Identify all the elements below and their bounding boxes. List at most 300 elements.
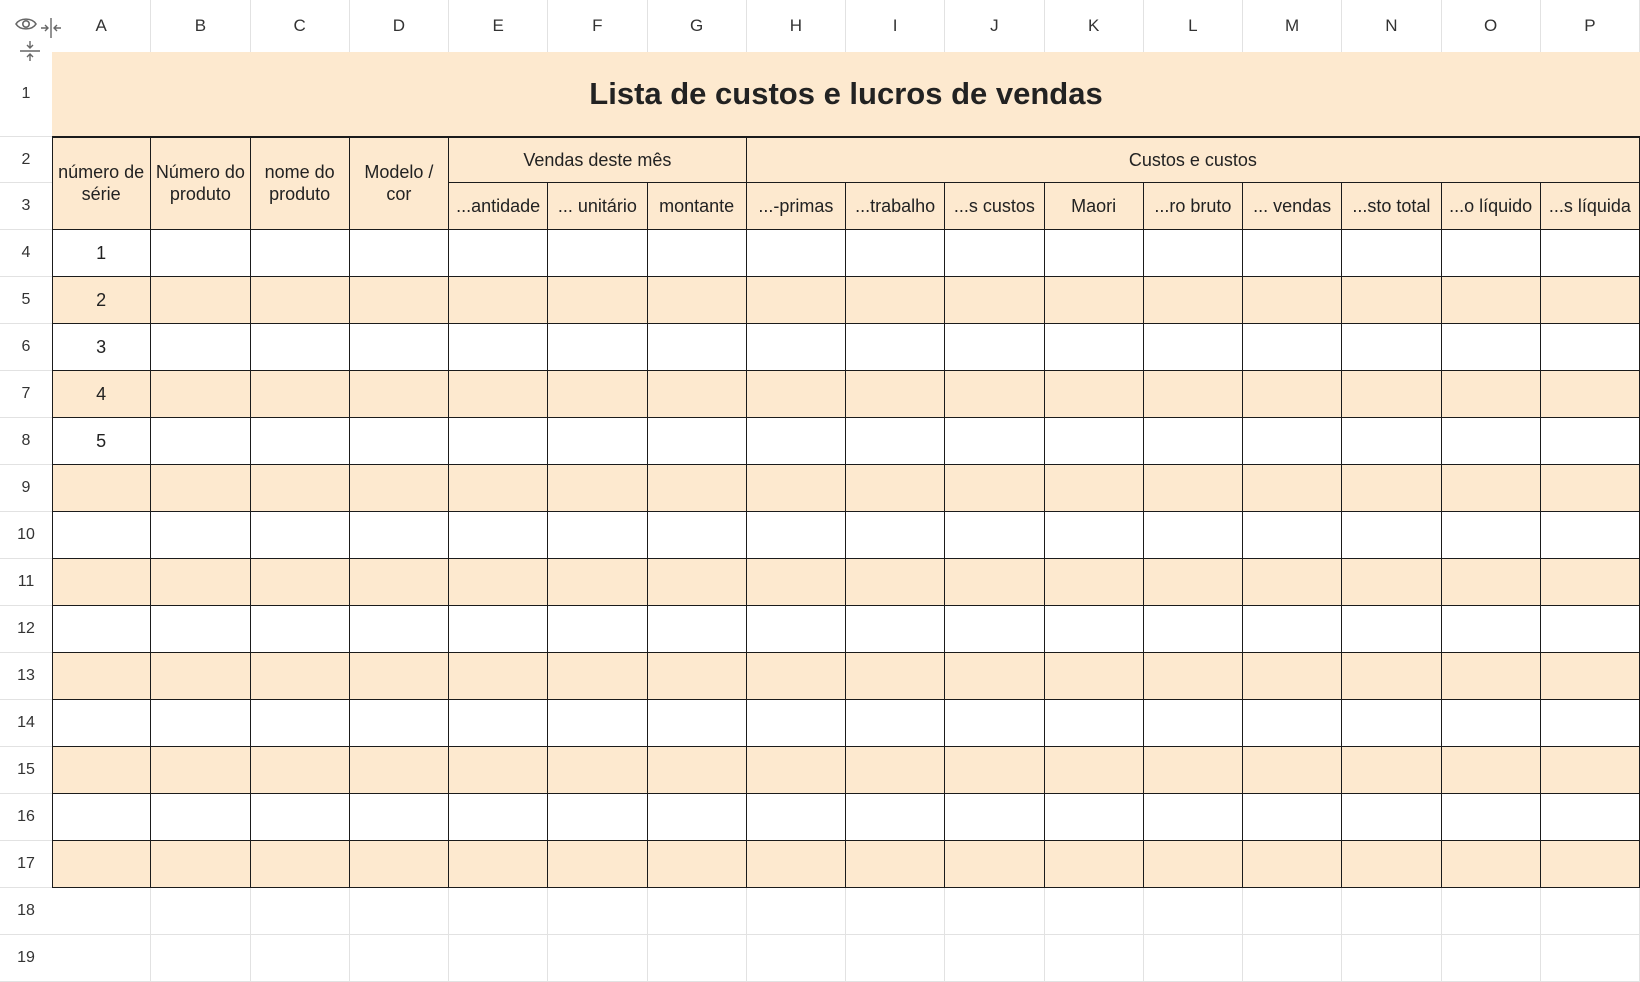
- cell-j6[interactable]: [945, 324, 1044, 371]
- cell-n5[interactable]: [1342, 277, 1441, 324]
- cell-f12[interactable]: [548, 606, 647, 653]
- cell-c9[interactable]: [251, 465, 350, 512]
- cell-e4[interactable]: [449, 230, 548, 277]
- cell-o8[interactable]: [1442, 418, 1541, 465]
- cell-c11[interactable]: [251, 559, 350, 606]
- cell-h7[interactable]: [747, 371, 846, 418]
- cell-i15[interactable]: [846, 747, 945, 794]
- cell-k10[interactable]: [1045, 512, 1144, 559]
- cell-k5[interactable]: [1045, 277, 1144, 324]
- row-header-6[interactable]: 6: [0, 324, 52, 371]
- cell-m10[interactable]: [1243, 512, 1342, 559]
- column-header-l[interactable]: L: [1144, 0, 1243, 52]
- cell-p18[interactable]: [1541, 888, 1640, 935]
- cell-k17[interactable]: [1045, 841, 1144, 888]
- cell-l15[interactable]: [1144, 747, 1243, 794]
- cell-e18[interactable]: [449, 888, 548, 935]
- cell-h15[interactable]: [747, 747, 846, 794]
- cell-m5[interactable]: [1243, 277, 1342, 324]
- cell-f10[interactable]: [548, 512, 647, 559]
- cell-m15[interactable]: [1243, 747, 1342, 794]
- cell-e10[interactable]: [449, 512, 548, 559]
- cell-h13[interactable]: [747, 653, 846, 700]
- cell-m19[interactable]: [1243, 935, 1342, 982]
- cell-j15[interactable]: [945, 747, 1044, 794]
- header-serial-number[interactable]: número de série: [52, 137, 151, 230]
- cell-k13[interactable]: [1045, 653, 1144, 700]
- cell-n13[interactable]: [1342, 653, 1441, 700]
- cell-b13[interactable]: [151, 653, 250, 700]
- cell-o7[interactable]: [1442, 371, 1541, 418]
- cell-f7[interactable]: [548, 371, 647, 418]
- cell-n6[interactable]: [1342, 324, 1441, 371]
- cell-k8[interactable]: [1045, 418, 1144, 465]
- cell-a5[interactable]: 2: [52, 277, 151, 324]
- eye-icon[interactable]: [15, 16, 37, 37]
- cell-p11[interactable]: [1541, 559, 1640, 606]
- cell-a18[interactable]: [52, 888, 151, 935]
- cell-f9[interactable]: [548, 465, 647, 512]
- row-header-15[interactable]: 15: [0, 747, 52, 794]
- row-header-10[interactable]: 10: [0, 512, 52, 559]
- cell-j13[interactable]: [945, 653, 1044, 700]
- cell-k6[interactable]: [1045, 324, 1144, 371]
- row-header-9[interactable]: 9: [0, 465, 52, 512]
- cell-b18[interactable]: [151, 888, 250, 935]
- cell-e9[interactable]: [449, 465, 548, 512]
- cell-c13[interactable]: [251, 653, 350, 700]
- cell-g17[interactable]: [648, 841, 747, 888]
- cell-e14[interactable]: [449, 700, 548, 747]
- cell-i14[interactable]: [846, 700, 945, 747]
- row-header-4[interactable]: 4: [0, 230, 52, 277]
- cell-d19[interactable]: [350, 935, 449, 982]
- cell-g4[interactable]: [648, 230, 747, 277]
- cell-d8[interactable]: [350, 418, 449, 465]
- cell-n14[interactable]: [1342, 700, 1441, 747]
- row-header-7[interactable]: 7: [0, 371, 52, 418]
- cell-e13[interactable]: [449, 653, 548, 700]
- cell-f15[interactable]: [548, 747, 647, 794]
- cell-j10[interactable]: [945, 512, 1044, 559]
- cell-d6[interactable]: [350, 324, 449, 371]
- cell-c19[interactable]: [251, 935, 350, 982]
- column-header-n[interactable]: N: [1342, 0, 1441, 52]
- cell-g9[interactable]: [648, 465, 747, 512]
- row-header-2[interactable]: 2: [0, 137, 52, 183]
- row-header-16[interactable]: 16: [0, 794, 52, 841]
- cell-a19[interactable]: [52, 935, 151, 982]
- cell-n16[interactable]: [1342, 794, 1441, 841]
- cell-n4[interactable]: [1342, 230, 1441, 277]
- header-product-name[interactable]: nome do produto: [251, 137, 350, 230]
- cell-m18[interactable]: [1243, 888, 1342, 935]
- cell-i5[interactable]: [846, 277, 945, 324]
- cell-n12[interactable]: [1342, 606, 1441, 653]
- cell-l7[interactable]: [1144, 371, 1243, 418]
- cell-d12[interactable]: [350, 606, 449, 653]
- cell-m17[interactable]: [1243, 841, 1342, 888]
- subheader-p[interactable]: ...s líquida: [1541, 183, 1640, 230]
- cell-o11[interactable]: [1442, 559, 1541, 606]
- cell-o4[interactable]: [1442, 230, 1541, 277]
- row-header-14[interactable]: 14: [0, 700, 52, 747]
- cell-o19[interactable]: [1442, 935, 1541, 982]
- cell-p19[interactable]: [1541, 935, 1640, 982]
- cell-h12[interactable]: [747, 606, 846, 653]
- cell-p4[interactable]: [1541, 230, 1640, 277]
- cell-i17[interactable]: [846, 841, 945, 888]
- cell-k4[interactable]: [1045, 230, 1144, 277]
- cell-f6[interactable]: [548, 324, 647, 371]
- cell-c17[interactable]: [251, 841, 350, 888]
- cell-m4[interactable]: [1243, 230, 1342, 277]
- cell-b11[interactable]: [151, 559, 250, 606]
- cell-n18[interactable]: [1342, 888, 1441, 935]
- cell-n7[interactable]: [1342, 371, 1441, 418]
- cell-m6[interactable]: [1243, 324, 1342, 371]
- cell-e11[interactable]: [449, 559, 548, 606]
- cell-g7[interactable]: [648, 371, 747, 418]
- cell-b17[interactable]: [151, 841, 250, 888]
- cell-d17[interactable]: [350, 841, 449, 888]
- column-header-a[interactable]: A: [52, 0, 151, 52]
- header-product-number[interactable]: Número do produto: [151, 137, 250, 230]
- cell-f17[interactable]: [548, 841, 647, 888]
- cell-a7[interactable]: 4: [52, 371, 151, 418]
- cell-c4[interactable]: [251, 230, 350, 277]
- column-header-e[interactable]: E: [449, 0, 548, 52]
- subheader-h[interactable]: ...-primas: [747, 183, 846, 230]
- cell-b7[interactable]: [151, 371, 250, 418]
- cell-i6[interactable]: [846, 324, 945, 371]
- cell-p7[interactable]: [1541, 371, 1640, 418]
- cell-d14[interactable]: [350, 700, 449, 747]
- cell-l18[interactable]: [1144, 888, 1243, 935]
- cell-m14[interactable]: [1243, 700, 1342, 747]
- cell-i8[interactable]: [846, 418, 945, 465]
- cell-a4[interactable]: 1: [52, 230, 151, 277]
- cell-o6[interactable]: [1442, 324, 1541, 371]
- cell-e8[interactable]: [449, 418, 548, 465]
- cell-d5[interactable]: [350, 277, 449, 324]
- cell-p8[interactable]: [1541, 418, 1640, 465]
- cell-f4[interactable]: [548, 230, 647, 277]
- title-cell[interactable]: Lista de custos e lucros de vendas: [52, 52, 1640, 137]
- cell-l17[interactable]: [1144, 841, 1243, 888]
- cell-g16[interactable]: [648, 794, 747, 841]
- column-header-o[interactable]: O: [1442, 0, 1541, 52]
- cell-a14[interactable]: [52, 700, 151, 747]
- cell-e7[interactable]: [449, 371, 548, 418]
- column-header-g[interactable]: G: [648, 0, 747, 52]
- cell-m9[interactable]: [1243, 465, 1342, 512]
- cell-l4[interactable]: [1144, 230, 1243, 277]
- row-header-18[interactable]: 18: [0, 888, 52, 935]
- cell-h6[interactable]: [747, 324, 846, 371]
- cell-h17[interactable]: [747, 841, 846, 888]
- cell-o16[interactable]: [1442, 794, 1541, 841]
- column-header-i[interactable]: I: [846, 0, 945, 52]
- cell-g15[interactable]: [648, 747, 747, 794]
- row-header-13[interactable]: 13: [0, 653, 52, 700]
- cell-f13[interactable]: [548, 653, 647, 700]
- cell-l8[interactable]: [1144, 418, 1243, 465]
- header-model-color[interactable]: Modelo / cor: [350, 137, 449, 230]
- cell-k15[interactable]: [1045, 747, 1144, 794]
- subheader-o[interactable]: ...o líquido: [1442, 183, 1541, 230]
- column-header-d[interactable]: D: [350, 0, 449, 52]
- cell-g13[interactable]: [648, 653, 747, 700]
- cell-g18[interactable]: [648, 888, 747, 935]
- cell-k14[interactable]: [1045, 700, 1144, 747]
- subheader-n[interactable]: ...sto total: [1342, 183, 1441, 230]
- column-header-m[interactable]: M: [1243, 0, 1342, 52]
- cell-p14[interactable]: [1541, 700, 1640, 747]
- cell-g11[interactable]: [648, 559, 747, 606]
- cell-b10[interactable]: [151, 512, 250, 559]
- cell-c7[interactable]: [251, 371, 350, 418]
- cell-m8[interactable]: [1243, 418, 1342, 465]
- cell-e19[interactable]: [449, 935, 548, 982]
- cell-n10[interactable]: [1342, 512, 1441, 559]
- cell-f16[interactable]: [548, 794, 647, 841]
- cell-i7[interactable]: [846, 371, 945, 418]
- cell-h10[interactable]: [747, 512, 846, 559]
- cell-c15[interactable]: [251, 747, 350, 794]
- cell-l16[interactable]: [1144, 794, 1243, 841]
- cell-p12[interactable]: [1541, 606, 1640, 653]
- cell-k16[interactable]: [1045, 794, 1144, 841]
- cell-b15[interactable]: [151, 747, 250, 794]
- row-header-3[interactable]: 3: [0, 183, 52, 230]
- column-header-h[interactable]: H: [747, 0, 846, 52]
- cell-c8[interactable]: [251, 418, 350, 465]
- cell-m12[interactable]: [1243, 606, 1342, 653]
- cell-l19[interactable]: [1144, 935, 1243, 982]
- cell-i9[interactable]: [846, 465, 945, 512]
- cell-o17[interactable]: [1442, 841, 1541, 888]
- cell-j4[interactable]: [945, 230, 1044, 277]
- cell-p13[interactable]: [1541, 653, 1640, 700]
- cell-d4[interactable]: [350, 230, 449, 277]
- cell-g8[interactable]: [648, 418, 747, 465]
- subheader-g[interactable]: montante: [648, 183, 747, 230]
- cell-c14[interactable]: [251, 700, 350, 747]
- header-sales-this-month[interactable]: Vendas deste mês: [449, 137, 747, 183]
- cell-a8[interactable]: 5: [52, 418, 151, 465]
- cell-h9[interactable]: [747, 465, 846, 512]
- cell-c10[interactable]: [251, 512, 350, 559]
- cell-e15[interactable]: [449, 747, 548, 794]
- cell-e17[interactable]: [449, 841, 548, 888]
- cell-i11[interactable]: [846, 559, 945, 606]
- cell-b6[interactable]: [151, 324, 250, 371]
- cell-d11[interactable]: [350, 559, 449, 606]
- subheader-l[interactable]: ...ro bruto: [1144, 183, 1243, 230]
- cell-e6[interactable]: [449, 324, 548, 371]
- cell-p10[interactable]: [1541, 512, 1640, 559]
- cell-g19[interactable]: [648, 935, 747, 982]
- cell-l10[interactable]: [1144, 512, 1243, 559]
- cell-i18[interactable]: [846, 888, 945, 935]
- cell-n8[interactable]: [1342, 418, 1441, 465]
- cell-o13[interactable]: [1442, 653, 1541, 700]
- cell-n15[interactable]: [1342, 747, 1441, 794]
- column-header-k[interactable]: K: [1045, 0, 1144, 52]
- subheader-f[interactable]: ... unitário: [548, 183, 647, 230]
- cell-h11[interactable]: [747, 559, 846, 606]
- cell-d15[interactable]: [350, 747, 449, 794]
- cell-h18[interactable]: [747, 888, 846, 935]
- cell-i19[interactable]: [846, 935, 945, 982]
- cell-j7[interactable]: [945, 371, 1044, 418]
- row-header-8[interactable]: 8: [0, 418, 52, 465]
- cell-k11[interactable]: [1045, 559, 1144, 606]
- cell-c16[interactable]: [251, 794, 350, 841]
- cell-p6[interactable]: [1541, 324, 1640, 371]
- cell-i4[interactable]: [846, 230, 945, 277]
- row-header-17[interactable]: 17: [0, 841, 52, 888]
- cell-j17[interactable]: [945, 841, 1044, 888]
- cell-h4[interactable]: [747, 230, 846, 277]
- cell-e5[interactable]: [449, 277, 548, 324]
- cell-j5[interactable]: [945, 277, 1044, 324]
- cell-k7[interactable]: [1045, 371, 1144, 418]
- cell-o12[interactable]: [1442, 606, 1541, 653]
- cell-l5[interactable]: [1144, 277, 1243, 324]
- cell-n11[interactable]: [1342, 559, 1441, 606]
- cell-o9[interactable]: [1442, 465, 1541, 512]
- cell-k9[interactable]: [1045, 465, 1144, 512]
- cell-d7[interactable]: [350, 371, 449, 418]
- cell-a11[interactable]: [52, 559, 151, 606]
- cell-g6[interactable]: [648, 324, 747, 371]
- cell-a10[interactable]: [52, 512, 151, 559]
- cell-j16[interactable]: [945, 794, 1044, 841]
- column-header-p[interactable]: P: [1541, 0, 1640, 52]
- cell-n19[interactable]: [1342, 935, 1441, 982]
- cell-b5[interactable]: [151, 277, 250, 324]
- cell-b8[interactable]: [151, 418, 250, 465]
- cell-h14[interactable]: [747, 700, 846, 747]
- cell-e16[interactable]: [449, 794, 548, 841]
- cell-d13[interactable]: [350, 653, 449, 700]
- cell-o14[interactable]: [1442, 700, 1541, 747]
- cell-p15[interactable]: [1541, 747, 1640, 794]
- cell-a9[interactable]: [52, 465, 151, 512]
- cell-m7[interactable]: [1243, 371, 1342, 418]
- cell-l13[interactable]: [1144, 653, 1243, 700]
- cell-f14[interactable]: [548, 700, 647, 747]
- cell-f18[interactable]: [548, 888, 647, 935]
- cell-h8[interactable]: [747, 418, 846, 465]
- cell-g12[interactable]: [648, 606, 747, 653]
- cell-h16[interactable]: [747, 794, 846, 841]
- cell-a17[interactable]: [52, 841, 151, 888]
- cell-b9[interactable]: [151, 465, 250, 512]
- cell-o5[interactable]: [1442, 277, 1541, 324]
- cell-l6[interactable]: [1144, 324, 1243, 371]
- cell-b19[interactable]: [151, 935, 250, 982]
- cell-j18[interactable]: [945, 888, 1044, 935]
- cell-m13[interactable]: [1243, 653, 1342, 700]
- cell-f8[interactable]: [548, 418, 647, 465]
- cell-a12[interactable]: [52, 606, 151, 653]
- cell-h19[interactable]: [747, 935, 846, 982]
- cell-n9[interactable]: [1342, 465, 1441, 512]
- cell-a6[interactable]: 3: [52, 324, 151, 371]
- row-header-5[interactable]: 5: [0, 277, 52, 324]
- cell-i16[interactable]: [846, 794, 945, 841]
- header-costs-group[interactable]: Custos e custos: [747, 137, 1640, 183]
- cell-m11[interactable]: [1243, 559, 1342, 606]
- cell-p17[interactable]: [1541, 841, 1640, 888]
- cell-n17[interactable]: [1342, 841, 1441, 888]
- cell-j12[interactable]: [945, 606, 1044, 653]
- cell-b12[interactable]: [151, 606, 250, 653]
- cell-c5[interactable]: [251, 277, 350, 324]
- subheader-k[interactable]: Maori: [1045, 183, 1144, 230]
- cell-e12[interactable]: [449, 606, 548, 653]
- cell-g14[interactable]: [648, 700, 747, 747]
- subheader-j[interactable]: ...s custos: [945, 183, 1044, 230]
- cell-a13[interactable]: [52, 653, 151, 700]
- cell-l11[interactable]: [1144, 559, 1243, 606]
- row-header-19[interactable]: 19: [0, 935, 52, 982]
- cell-l9[interactable]: [1144, 465, 1243, 512]
- column-header-f[interactable]: F: [548, 0, 647, 52]
- cell-h5[interactable]: [747, 277, 846, 324]
- row-header-1[interactable]: 1: [0, 52, 52, 137]
- cell-b14[interactable]: [151, 700, 250, 747]
- cell-j8[interactable]: [945, 418, 1044, 465]
- cell-f5[interactable]: [548, 277, 647, 324]
- cell-l14[interactable]: [1144, 700, 1243, 747]
- cell-c6[interactable]: [251, 324, 350, 371]
- cell-a16[interactable]: [52, 794, 151, 841]
- cell-i10[interactable]: [846, 512, 945, 559]
- cell-d18[interactable]: [350, 888, 449, 935]
- cell-f11[interactable]: [548, 559, 647, 606]
- cell-j11[interactable]: [945, 559, 1044, 606]
- cell-g10[interactable]: [648, 512, 747, 559]
- cell-d16[interactable]: [350, 794, 449, 841]
- cell-o15[interactable]: [1442, 747, 1541, 794]
- cell-b4[interactable]: [151, 230, 250, 277]
- cell-i13[interactable]: [846, 653, 945, 700]
- subheader-m[interactable]: ... vendas: [1243, 183, 1342, 230]
- cell-c18[interactable]: [251, 888, 350, 935]
- cell-a15[interactable]: [52, 747, 151, 794]
- cell-f19[interactable]: [548, 935, 647, 982]
- cell-k19[interactable]: [1045, 935, 1144, 982]
- cell-o18[interactable]: [1442, 888, 1541, 935]
- subheader-e[interactable]: ...antidade: [449, 183, 548, 230]
- freeze-columns-icon[interactable]: [39, 17, 63, 44]
- cell-p5[interactable]: [1541, 277, 1640, 324]
- freeze-rows-icon[interactable]: [19, 40, 41, 67]
- cell-g5[interactable]: [648, 277, 747, 324]
- column-header-j[interactable]: J: [945, 0, 1044, 52]
- cell-d10[interactable]: [350, 512, 449, 559]
- cell-i12[interactable]: [846, 606, 945, 653]
- column-header-c[interactable]: C: [251, 0, 350, 52]
- cell-m16[interactable]: [1243, 794, 1342, 841]
- cell-p16[interactable]: [1541, 794, 1640, 841]
- cell-j19[interactable]: [945, 935, 1044, 982]
- cell-j9[interactable]: [945, 465, 1044, 512]
